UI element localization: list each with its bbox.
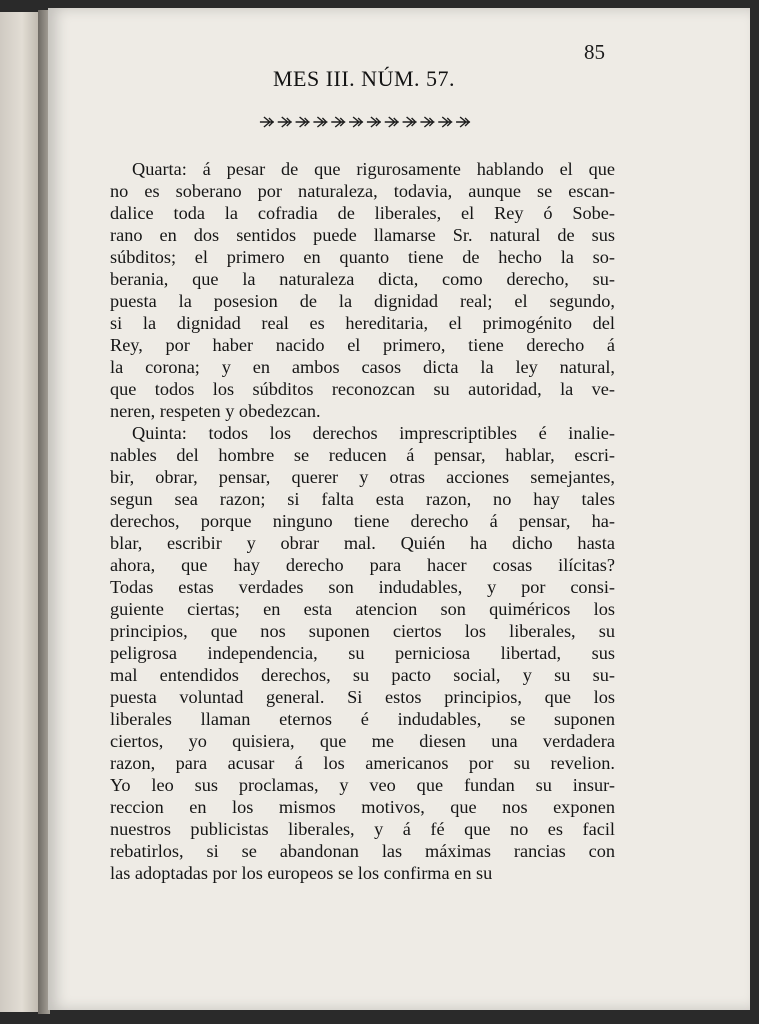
- body-text: [110, 158, 615, 884]
- text-line: reccion en los mismos motivos, que nos exponen: [110, 797, 615, 817]
- text-line: derechos, porque ninguno tiene derecho á pensar, ha-: [110, 511, 615, 531]
- text-line: guiente ciertas; en esta atencion son quiméricos los: [110, 599, 615, 619]
- text-line: bir, obrar, pensar, querer y otras acciones semejantes,: [110, 467, 615, 487]
- text-line: Quarta: á pesar de que rigurosamente hablando el que: [132, 159, 615, 179]
- text-line: que todos los súbditos reconozcan su autoridad, la ve-: [110, 379, 615, 399]
- text-line: segun sea razon; si falta esta razon, no hay tales: [110, 489, 615, 509]
- text-line: liberales llaman eternos é indudables, se suponen: [110, 709, 615, 729]
- text-line: razon, para acusar á los americanos por su revelion.: [110, 753, 615, 773]
- text-line: Todas estas verdades son indudables, y por consi-: [110, 577, 615, 597]
- text-line: neren, respeten y obedezcan.: [110, 401, 321, 421]
- ornament-motif: [385, 117, 399, 127]
- ornament-motif: [278, 117, 292, 127]
- text-line: blar, escribir y obrar mal. Quién ha dicho hasta: [110, 533, 615, 553]
- text-line: si la dignidad real es hereditaria, el primogénito del: [110, 313, 615, 333]
- text-line: peligrosa independencia, su perniciosa libertad, sus: [110, 643, 615, 663]
- ornament-motif: [403, 117, 417, 127]
- text-line: puesta voluntad general. Si estos principios, que los: [110, 687, 615, 707]
- text-line: dalice toda la cofradia de liberales, el Rey ó Sobe-: [110, 203, 615, 223]
- text-line: las adoptadas por los europeos se los confirma en su: [110, 863, 493, 883]
- text-line: rebatirlos, si se abandonan las máximas rancias con: [110, 841, 615, 861]
- ornament-motif: [438, 117, 452, 127]
- running-head: MES III. NÚM. 57.: [272, 66, 456, 91]
- ornament-motif: [420, 117, 434, 127]
- paragraph-quarta: [110, 158, 615, 422]
- text-line: no es soberano por naturaleza, todavia, aunque se escan-: [110, 181, 615, 201]
- ornament-motif: [349, 117, 363, 127]
- page-number: 85: [584, 40, 605, 64]
- text-line: nuestros publicistas liberales, y á fé que no es facil: [110, 819, 615, 839]
- paragraph-quinta: [110, 422, 615, 884]
- text-line: ciertos, yo quisiera, que me diesen una verdadera: [110, 731, 615, 751]
- text-line: berania, que la naturaleza dicta, como derecho, su-: [110, 269, 615, 289]
- text-line: ahora, que hay derecho para hacer cosas ilícitas?: [110, 555, 615, 575]
- text-line: Yo leo sus proclamas, y veo que fundan su insur-: [110, 775, 615, 795]
- text-line: Rey, por haber nacido el primero, tiene derecho á: [110, 335, 615, 355]
- text-line: Quinta: todos los derechos imprescriptibles é inalie-: [132, 423, 615, 443]
- text-line: rano en dos sentidos puede llamarse Sr. natural de sus: [110, 225, 615, 245]
- text-line: mal entendidos derechos, su pacto social, y su su-: [110, 665, 615, 685]
- ornament-motif: [313, 117, 327, 127]
- ornament-motif: [456, 117, 470, 127]
- ornament-motif: [331, 117, 345, 127]
- ornament-motif: [260, 117, 274, 127]
- facing-page-edge: [0, 12, 40, 1012]
- text-line: principios, que nos suponen ciertos los liberales, su: [110, 621, 615, 641]
- ornament-motif: [367, 117, 381, 127]
- text-line: la corona; y en ambos casos dicta la ley natural,: [110, 357, 615, 377]
- text-line: puesta la posesion de la dignidad real; el segundo,: [110, 291, 615, 311]
- text-line: súbditos; el primero en quanto tiene de hecho la so-: [110, 247, 615, 267]
- ornament-rule: [258, 111, 472, 133]
- text-line: nables del hombre se reducen á pensar, hablar, escri-: [110, 445, 615, 465]
- ornament-motif: [296, 117, 310, 127]
